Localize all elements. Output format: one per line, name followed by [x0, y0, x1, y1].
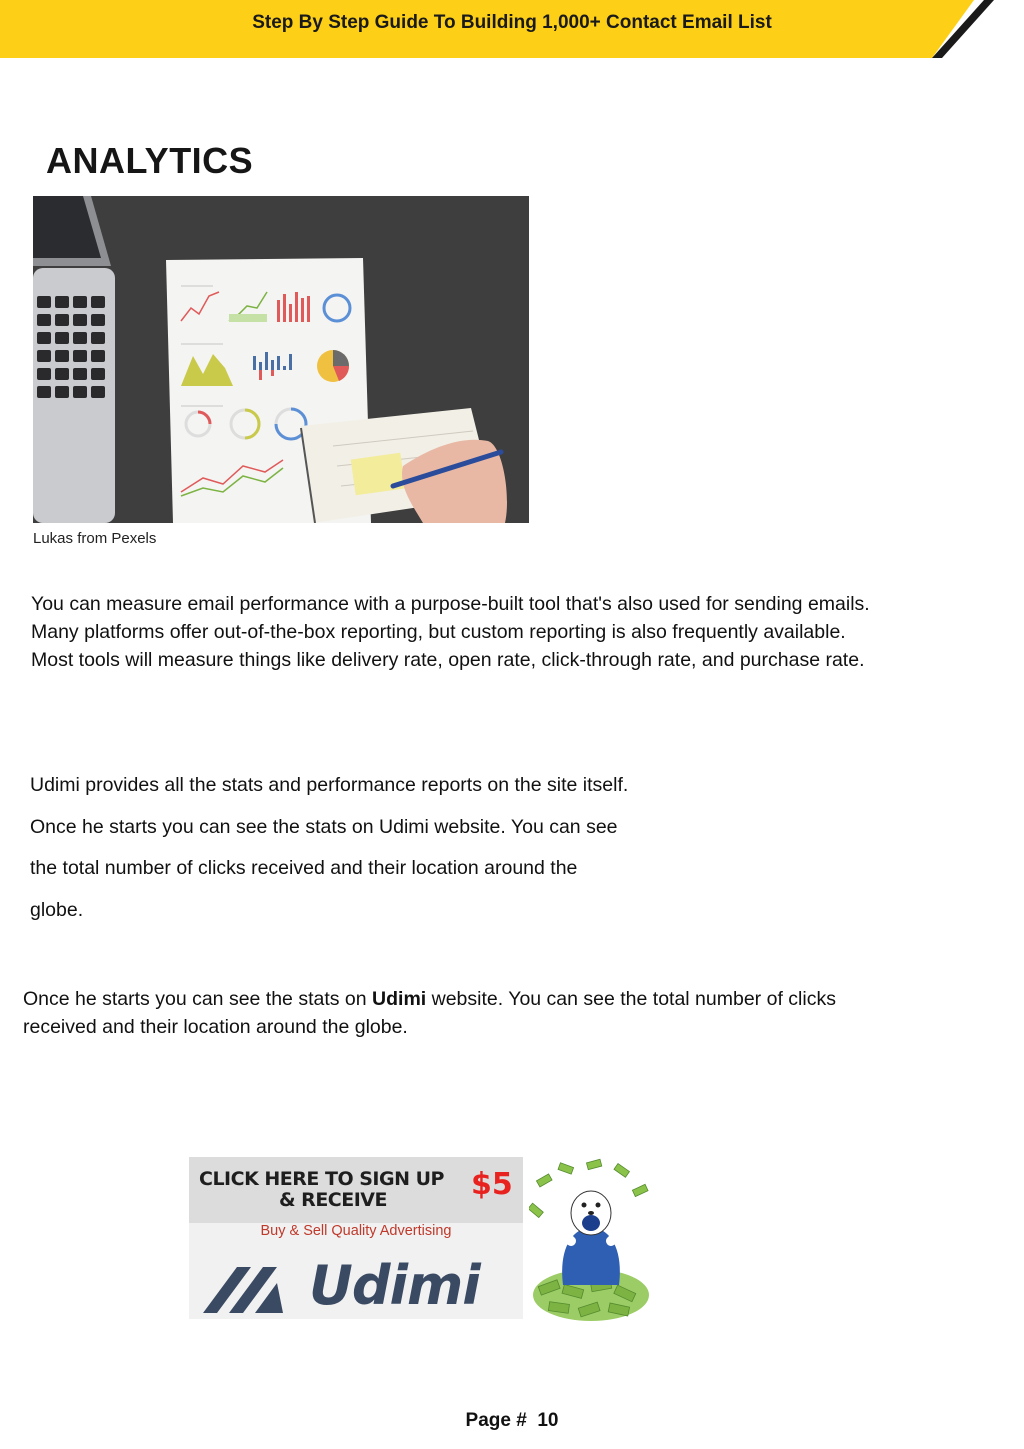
paragraph-udimi-stats-line: Udimi provides all the stats and performance reports on the site itself.: [30, 774, 629, 796]
money-mascot-icon: [529, 1157, 654, 1322]
banner-cta-line1: CLICK HERE TO SIGN UP: [199, 1168, 444, 1190]
page-label: Page #: [465, 1410, 527, 1431]
banner-cta-line2: & RECEIVE: [279, 1189, 387, 1211]
analytics-photo-illustration: [33, 196, 529, 523]
paragraph-email-performance: You can measure email performance with a purpose-built tool that's also used for sending emails. Many platforms offer out-of-the-box reporting, but custom reporting is also frequently available. Most tools will measure things like delivery rate, open rate, click-through rate, and purchase rate.: [31, 593, 870, 671]
paragraph-text: Once he starts you can see the stats on: [23, 988, 373, 1010]
banner-ad-panel[interactable]: [189, 1157, 523, 1319]
udimi-signup-banner[interactable]: [189, 1157, 654, 1322]
document-title: Step By Step Guide To Building 1,000+ Contact Email List: [252, 12, 772, 33]
paragraph-udimi-stats-line: globe.: [30, 899, 84, 921]
banner-subtitle: Buy & Sell Quality Advertising: [260, 1223, 452, 1239]
paragraph-udimi-stats-line: the total number of clicks received and their location around the: [30, 857, 578, 879]
banner-cta-text[interactable]: [199, 1169, 444, 1211]
paragraph-udimi-stats-line: Once he starts you can see the stats on Udimi website. You can see: [30, 816, 618, 838]
udimi-bold-text: Udimi: [372, 988, 427, 1010]
photo-credit: Lukas from Pexels: [33, 530, 157, 547]
header-bar: [0, 0, 1024, 58]
paragraph-udimi-summary: [23, 985, 903, 1041]
banner-amount: $5: [471, 1167, 513, 1202]
analytics-photo: [33, 196, 529, 523]
udimi-brand-text: Udimi: [309, 1254, 480, 1317]
udimi-logo-icon: [203, 1263, 307, 1313]
section-title: ANALYTICS: [46, 140, 254, 181]
page-number-value: 10: [537, 1410, 559, 1431]
corner-stripe-decoration: [914, 0, 1024, 58]
paragraph-text: website. You can see the total number of clicks received and their location around the globe.: [23, 988, 836, 1038]
page-number: [0, 1410, 1024, 1432]
